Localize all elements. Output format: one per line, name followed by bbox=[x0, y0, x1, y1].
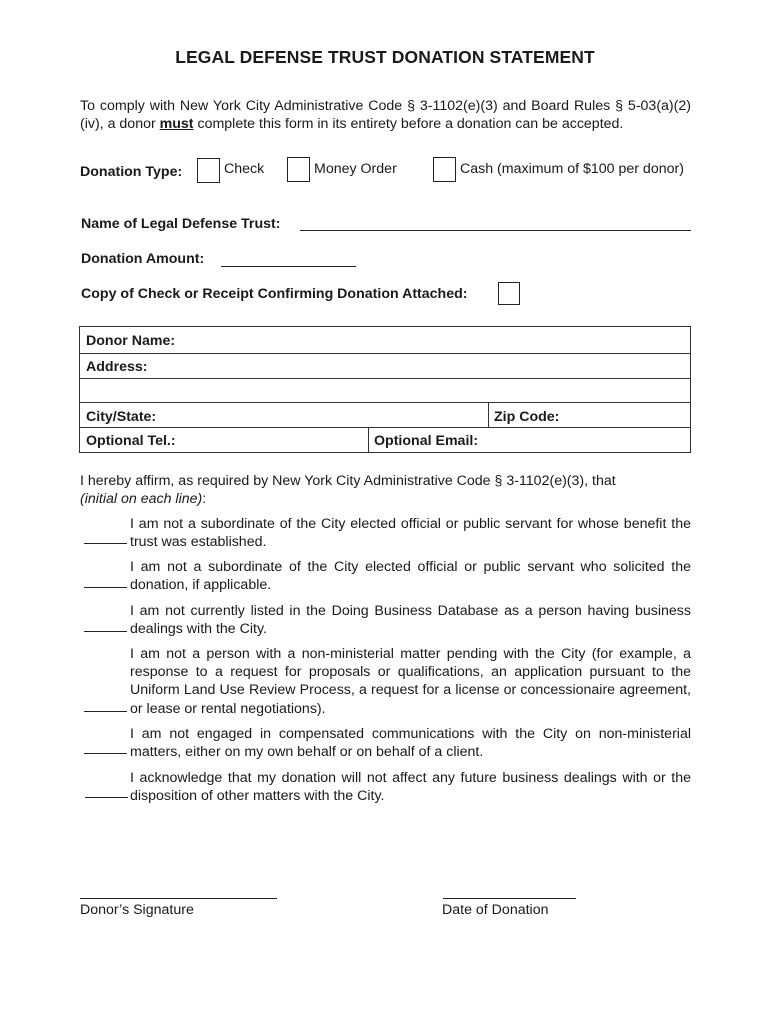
statement-4: I am not a person with a non-ministerial matter pending with the City (for example, a response to a request for proposals or qualifications, an application pursuant to the Uniform Land Use Review Process, a request for a license or concessionaire agreement, or lease or rental negotiations). bbox=[130, 646, 691, 717]
intro-text-before: To comply with New York City Administrative Code § 3-1102(e)(3) and Board Rules § 5-03(a)(2)(iv), a donor bbox=[80, 98, 691, 132]
cash-option-label: Cash (maximum of $100 per donor) bbox=[460, 161, 684, 177]
donor-name-row[interactable] bbox=[80, 327, 690, 354]
intro-text-after: complete this form in its entirety before a donation can be accepted. bbox=[193, 116, 624, 132]
donation-type-label: Donation Type: bbox=[80, 164, 183, 180]
city-zip-row bbox=[80, 403, 690, 428]
tel-email-divider bbox=[368, 428, 369, 453]
check-checkbox[interactable] bbox=[197, 158, 220, 183]
initial-line-3[interactable] bbox=[84, 631, 127, 632]
initial-line-6[interactable] bbox=[85, 797, 128, 798]
donation-amount-field[interactable] bbox=[221, 266, 356, 267]
initial-line-1[interactable] bbox=[84, 543, 127, 544]
initial-line-5[interactable] bbox=[84, 753, 127, 754]
donor-name-label: Donor Name: bbox=[86, 333, 176, 349]
page-title: LEGAL DEFENSE TRUST DONATION STATEMENT bbox=[175, 47, 595, 67]
donation-date-label: Date of Donation bbox=[442, 902, 549, 918]
statement-3: I am not currently listed in the Doing Business Database as a person having business dealings with the City. bbox=[130, 603, 691, 638]
address-row[interactable] bbox=[80, 354, 690, 379]
cash-checkbox[interactable] bbox=[433, 157, 456, 182]
zip-code-label: Zip Code: bbox=[494, 409, 560, 425]
donation-amount-label: Donation Amount: bbox=[81, 251, 205, 267]
statement-2: I am not a subordinate of the City elected official or public servant who solicited the donation, if applicable. bbox=[130, 559, 691, 594]
intro-paragraph bbox=[80, 97, 691, 133]
tel-email-row bbox=[80, 428, 690, 453]
attachment-confirmed-label: Copy of Check or Receipt Confirming Donation Attached: bbox=[81, 286, 468, 302]
statement-1: I am not a subordinate of the City elected official or public servant for whose benefit the trust was established. bbox=[130, 516, 691, 551]
affirmation-text bbox=[80, 472, 691, 508]
donor-info-table bbox=[79, 326, 691, 453]
money-order-option-label: Money Order bbox=[314, 161, 397, 177]
city-state-label: City/State: bbox=[86, 409, 157, 425]
statement-5: I am not engaged in compensated communications with the City on non-ministerial matters, either on my own behalf or on behalf of a client. bbox=[130, 726, 691, 761]
affirmation-suffix: : bbox=[202, 491, 207, 507]
optional-tel-label: Optional Tel.: bbox=[86, 433, 176, 449]
donor-signature-label: Donor’s Signature bbox=[80, 902, 194, 918]
donor-signature-line[interactable] bbox=[80, 898, 277, 899]
intro-emphasis: must bbox=[159, 116, 194, 132]
address-label: Address: bbox=[86, 359, 148, 375]
attachment-checkbox[interactable] bbox=[498, 282, 520, 305]
affirmation-instruction: (initial on each line) bbox=[80, 491, 203, 507]
trust-name-field[interactable] bbox=[300, 230, 691, 231]
statement-6: I acknowledge that my donation will not affect any future business dealings with or the disposition of other matters with the City. bbox=[130, 770, 691, 805]
check-option-label: Check bbox=[224, 161, 265, 177]
trust-name-label: Name of Legal Defense Trust: bbox=[81, 216, 281, 232]
optional-email-label: Optional Email: bbox=[374, 433, 479, 449]
city-zip-divider bbox=[488, 403, 489, 427]
initial-line-4[interactable] bbox=[84, 711, 127, 712]
donation-date-line[interactable] bbox=[443, 898, 576, 899]
affirmation-main: I hereby affirm, as required by New York City Administrative Code § 3-1102(e)(3), that bbox=[80, 473, 616, 489]
money-order-checkbox[interactable] bbox=[287, 157, 310, 182]
address-line2-row[interactable] bbox=[80, 379, 690, 403]
initial-line-2[interactable] bbox=[84, 587, 127, 588]
